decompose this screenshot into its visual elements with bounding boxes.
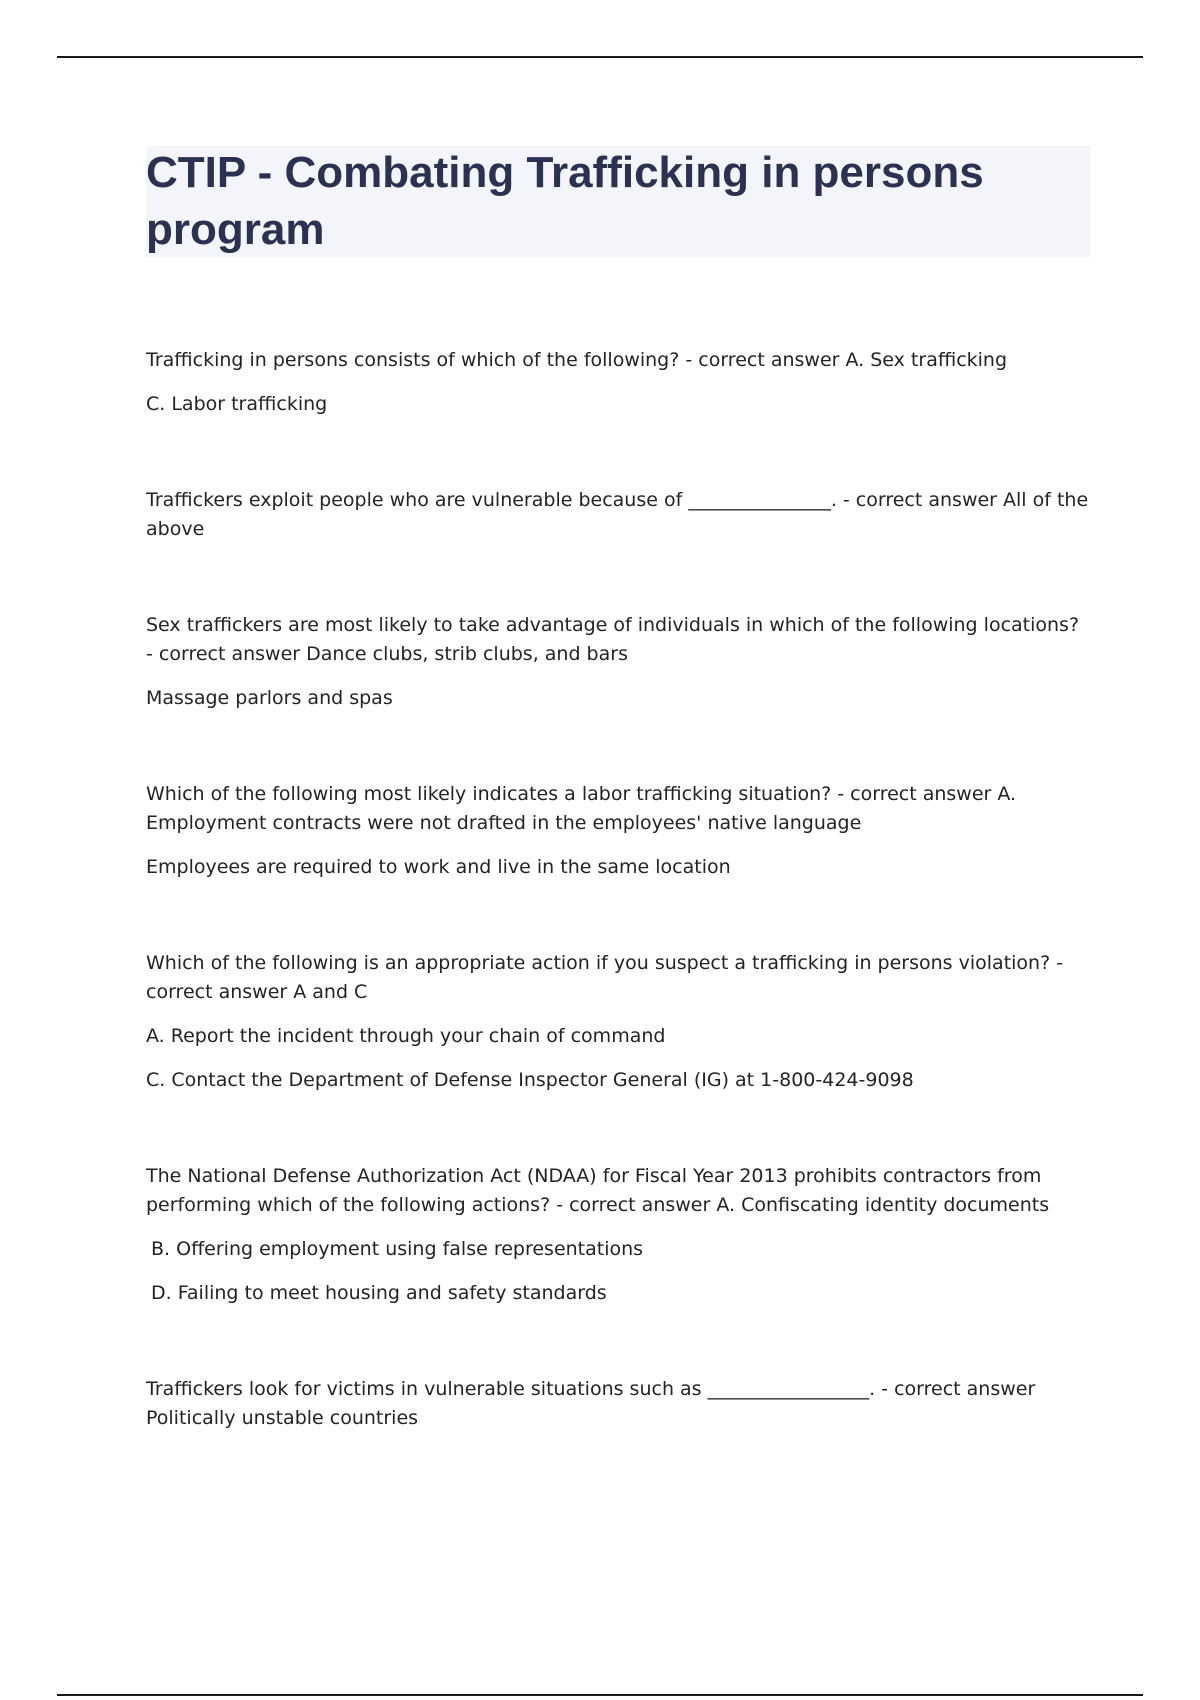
question-text: The National Defense Authorization Act (NDAA) for Fiscal Year 2013 prohibits contractors from performing which of the following actions? - correct answer A. Confiscating identity documents [146, 1165, 1050, 1216]
question-text: Which of the following most likely indicates a labor trafficking situation? - correct answer A. Employment contracts were not drafted in the employees' native language [146, 783, 1017, 834]
answer-line: D. Failing to meet housing and safety standards [151, 1282, 607, 1304]
answer-line: C. Labor trafficking [146, 393, 328, 415]
qa-item-5 [146, 949, 1090, 1095]
answer-line: A. Report the incident through your chain of command [146, 1025, 666, 1047]
qa-list [146, 346, 1090, 1500]
qa-item-6 [146, 1162, 1090, 1308]
answer-line: Employees are required to work and live in the same location [146, 856, 731, 878]
page-title: CTIP - Combating Trafficking in persons program [146, 148, 984, 254]
top-rule [57, 56, 1143, 58]
qa-item-3 [146, 611, 1090, 713]
question-text: Traffickers exploit people who are vulnerable because of _______________. - correct answer All of the above [146, 489, 1089, 540]
qa-item-7 [146, 1375, 1090, 1433]
qa-item-1 [146, 346, 1090, 419]
answer-line: C. Contact the Department of Defense Inspector General (IG) at 1-800-424-9098 [146, 1069, 914, 1091]
question-text: Trafficking in persons consists of which of the following? - correct answer A. Sex trafficking [146, 349, 1008, 371]
qa-item-2 [146, 486, 1090, 544]
bottom-rule [57, 1694, 1143, 1696]
qa-item-4 [146, 780, 1090, 882]
question-text: Traffickers look for victims in vulnerable situations such as _________________. - correct answer Politically unstable countries [146, 1378, 1036, 1429]
question-text: Which of the following is an appropriate action if you suspect a trafficking in persons violation? - correct answer A and C [146, 952, 1064, 1003]
question-text: Sex traffickers are most likely to take advantage of individuals in which of the following locations? - correct answer Dance clubs, strib clubs, and bars [146, 614, 1080, 665]
answer-line: B. Offering employment using false representations [151, 1238, 644, 1260]
answer-line: Massage parlors and spas [146, 687, 393, 709]
